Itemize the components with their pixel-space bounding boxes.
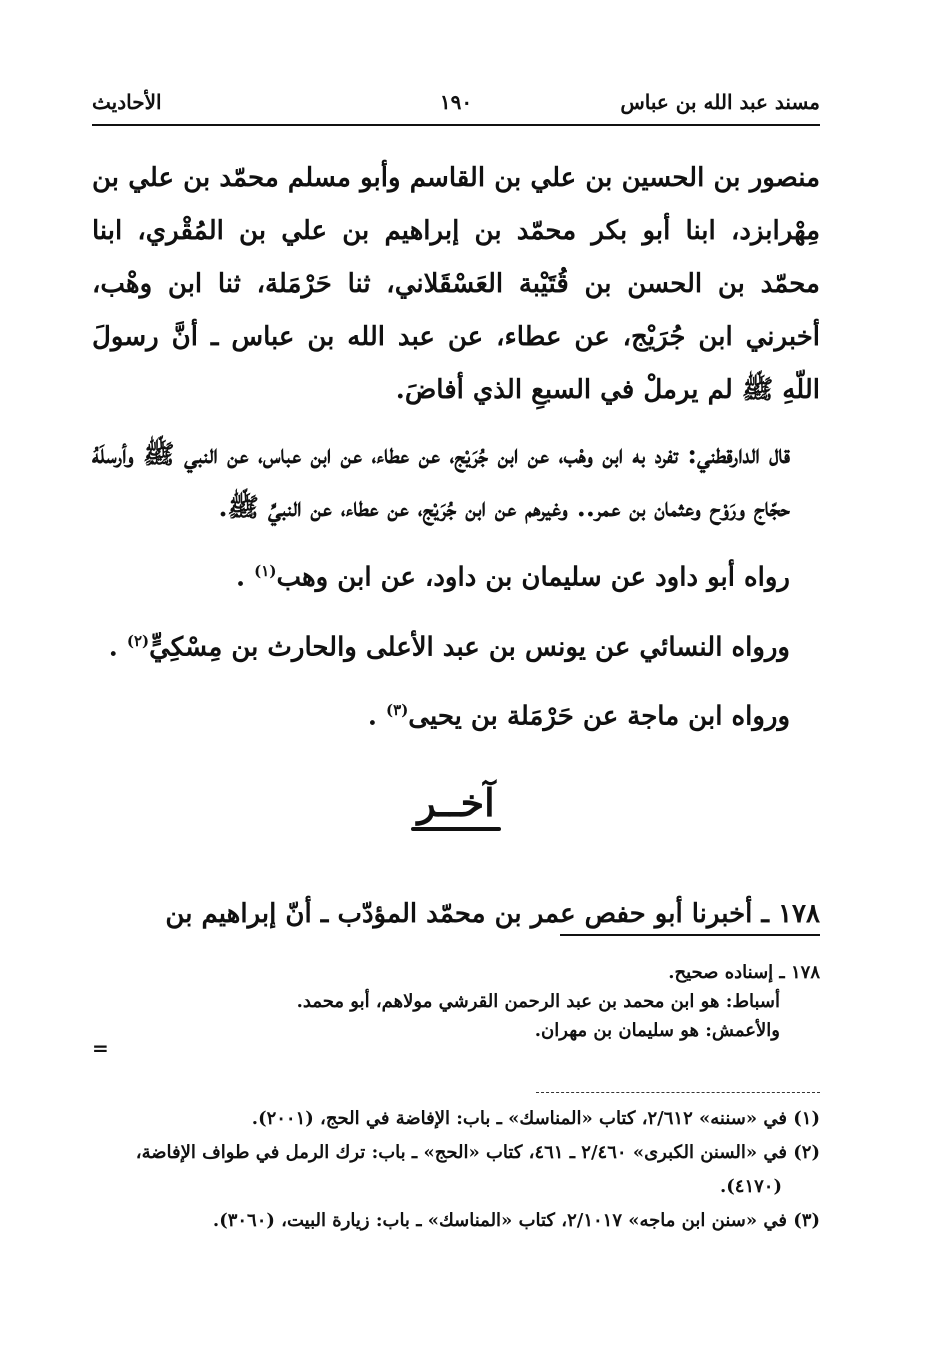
- footnote-divider: [536, 1092, 820, 1093]
- main-text: [92, 152, 820, 744]
- commentary-line-2: أسباط: هو ابن محمد بن عبد الرحمن القرشي مولاهم، أبو محمد.: [296, 991, 780, 1012]
- footnote-ref-3: (٣): [386, 701, 409, 720]
- abu-dawud-line: [92, 545, 820, 605]
- daraqutni-paragraph: قال الدارقطني: تفرد به ابن وهْب، عن ابن جُرَيْج، عن عطاء، عن ابن عباس، عن النبي ﷺ وأرسلَهُ حجّاج ورَوْح وعثمان بن عمر.. وغيرهم عن ابن جُرَيْج، عن عطاء، عن النبيِّ ﷺ.: [92, 440, 790, 523]
- footnote-3: (٣) في «سنن ابن ماجه» ٢/١٠١٧، كتاب «المناسك» ـ باب: زيارة البيت، (٣٠٦٠).: [212, 1210, 820, 1231]
- heading-swash: [411, 827, 501, 831]
- continuation-mark: =: [92, 1036, 109, 1060]
- ibn-majah-text: ورواه ابن ماجة عن حَرْمَلة بن يحيى: [408, 701, 790, 732]
- abu-dawud-text: رواه أبو داود عن سليمان بن داود، عن ابن وهب: [276, 562, 790, 593]
- nasai-line: [92, 615, 820, 675]
- header-book-title: مسند عبد الله بن عباس: [620, 90, 820, 114]
- commentary-divider: [560, 934, 820, 936]
- commentary-line-3: والأعمش: هو سليمان بن مهران.: [534, 1020, 780, 1041]
- page-number: ١٩٠: [439, 90, 473, 114]
- abu-dawud-end: .: [236, 562, 246, 593]
- footnote-2-continuation: (٤١٧٠).: [720, 1176, 782, 1197]
- nasai-text: ورواه النسائي عن يونس بن عبد الأعلى والحارث بن مِسْكِيٍّ: [149, 632, 790, 663]
- section-heading: [92, 780, 820, 831]
- commentary-line-1: ١٧٨ ـ إسناده صحيح.: [668, 962, 820, 983]
- footnote-ref-2: (٢): [126, 631, 150, 650]
- running-header: [92, 84, 820, 126]
- footnote-ref-1: (١): [254, 562, 277, 580]
- hadith-178-start: ١٧٨ ـ أخبرنا أبو حفص عمر بن محمّد المؤدّب ـ أنّ إبراهيم بن: [165, 899, 820, 929]
- footnote-2: (٢) في «السنن الكبرى» ٢/٤٦٠ ـ ٤٦١، كتاب «الحج» ـ باب: ترك الرمل في طواف الإفاضة،: [135, 1142, 820, 1163]
- footnotes-block: [92, 1104, 820, 1240]
- commentary-block: [92, 958, 820, 1045]
- footnote-1: (١) في «سننه» ٢/٦١٢، كتاب «المناسك» ـ باب: الإفاضة في الحج، (٢٠٠١).: [251, 1108, 820, 1129]
- isnad-paragraph: منصور بن الحسين بن علي بن القاسم وأبو مسلم محمّد بن علي بن مِهْرابزد، ابنا أبو بكر محمّد بن إبراهيم بن علي بن المُقْري، ابنا محمّد بن الحسن بن قُتَيْبة العَسْقَلاني، ثنا حَرْمَلة، ثنا ابن وهْب، أخبرني ابن جُرَيْج، عن عطاء، عن عبد الله بن عباس ـ أنَّ رسولَ اللّهِ ﷺ لم يرملْ في السبعِ الذي أفاضَ.: [92, 163, 820, 405]
- ibn-majah-line: [92, 684, 820, 744]
- section-heading-text: آخــر: [417, 780, 495, 825]
- nasai-end: .: [108, 632, 118, 663]
- header-section-title: الأحاديث: [92, 90, 162, 114]
- ibn-majah-end: .: [367, 701, 377, 732]
